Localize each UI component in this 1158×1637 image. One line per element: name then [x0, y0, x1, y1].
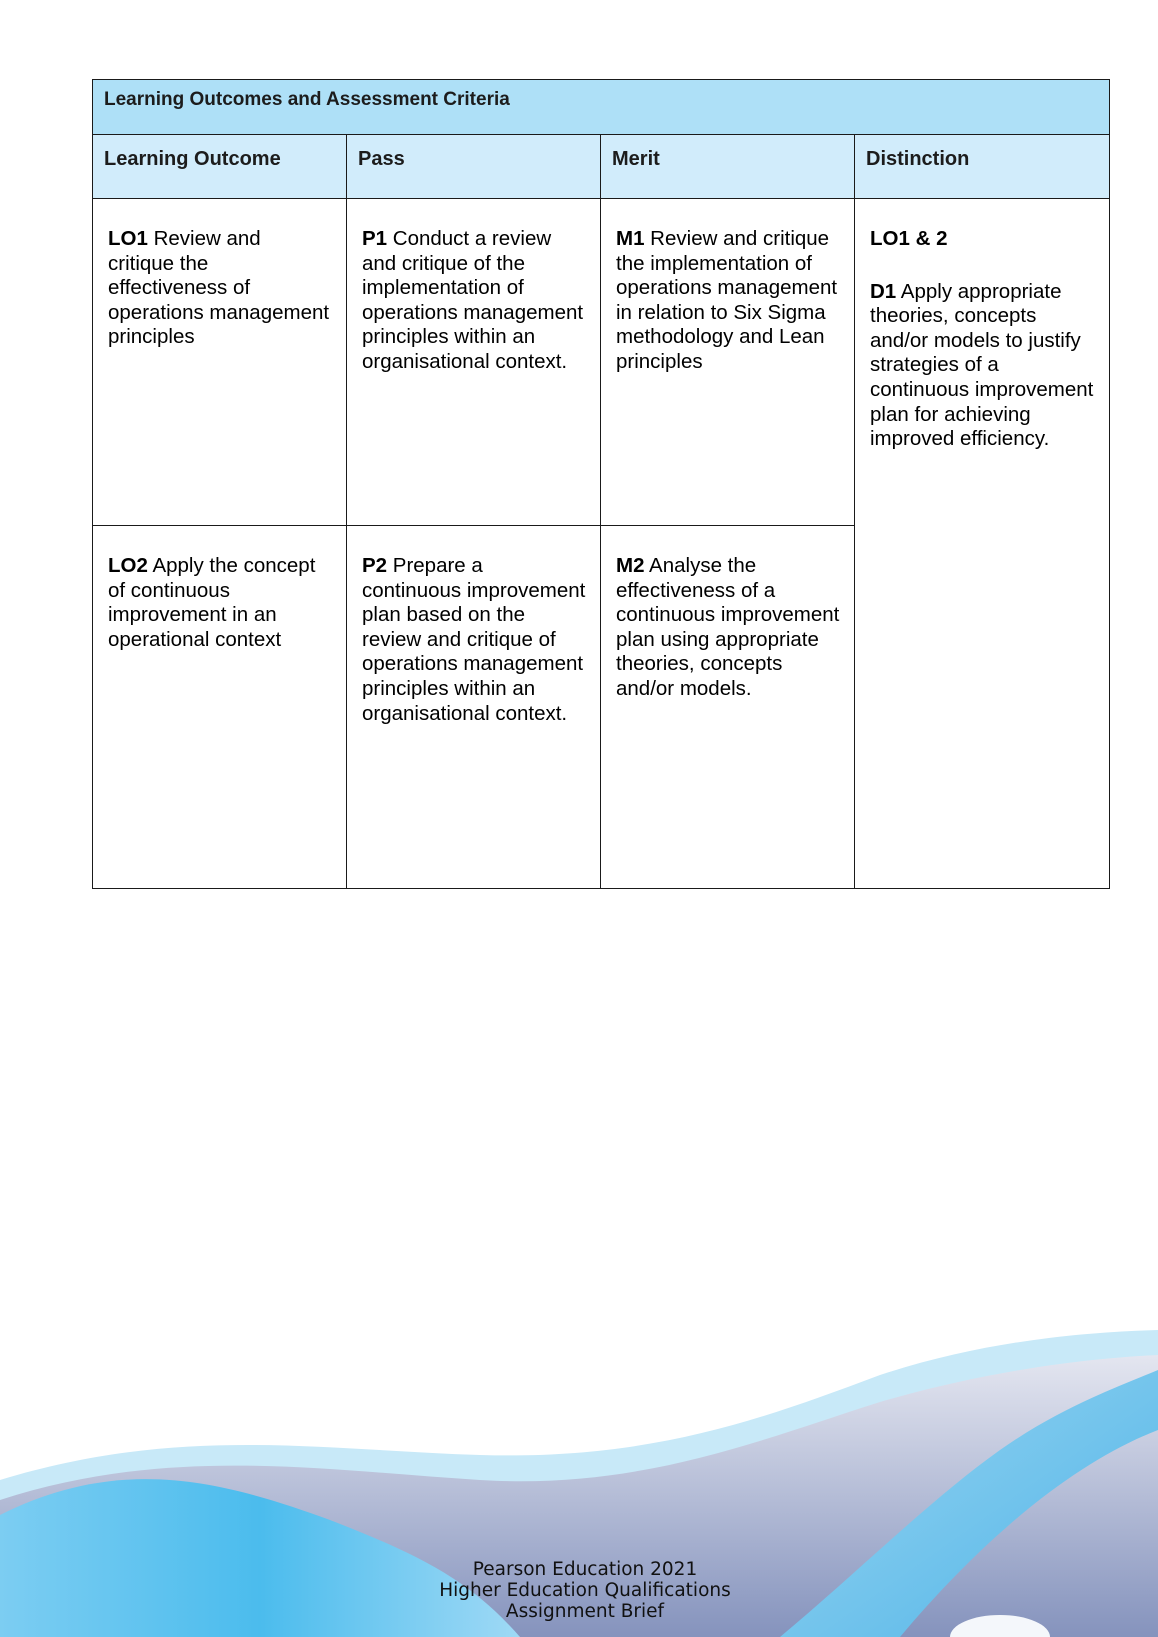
footer-qualification: Higher Education Qualifications	[439, 1580, 731, 1601]
lo2-text: Apply the concept of continuous improvement in an operational context	[108, 554, 316, 651]
p1-text: Conduct a review and critique of the implementation of operations management principles within an organisational context.	[362, 227, 584, 373]
lo1-text: Review and critique the effectiveness of operations management principles	[108, 227, 330, 349]
p1-code: P1	[362, 227, 388, 250]
header-pass: Pass	[347, 135, 601, 199]
m2-text: Analyse the effectiveness of a continuous improvement plan using appropriate theories, concepts and/or models.	[616, 554, 840, 700]
p2-code: P2	[362, 554, 388, 577]
m1-cell	[601, 199, 855, 526]
m1-text: Review and critique the implementation of operations management in relation to Six Sigma methodology and Lean principles	[616, 227, 838, 373]
p2-cell	[347, 526, 601, 889]
d1-text: Apply appropriate theories, concepts and/or models to justify strategies of a continuous improvement plan for achieving improved efficiency.	[870, 279, 1094, 451]
table-row	[93, 199, 1110, 526]
lo1-code: LO1	[108, 227, 148, 250]
footer-doc-type: Assignment Brief	[505, 1601, 665, 1622]
lo2-cell	[93, 526, 347, 889]
m2-cell	[601, 526, 855, 889]
d1-code: D1	[870, 279, 897, 303]
distinction-heading: LO1 & 2	[870, 227, 948, 250]
p2-text: Prepare a continuous improvement plan based on the review and critique of operations management principles within an organisational context.	[362, 554, 586, 725]
footer-publisher: Pearson Education 2021	[472, 1559, 698, 1580]
m1-code: M1	[616, 227, 645, 250]
p1-cell	[347, 199, 601, 526]
distinction-cell	[855, 199, 1110, 889]
header-merit: Merit	[601, 135, 855, 199]
m2-code: M2	[616, 554, 645, 577]
lo1-cell	[93, 199, 347, 526]
learning-outcomes-table	[92, 79, 1110, 889]
footer	[0, 1559, 1158, 1622]
header-distinction: Distinction	[855, 135, 1110, 199]
table-title: Learning Outcomes and Assessment Criteria	[93, 80, 1110, 135]
header-learning-outcome: Learning Outcome	[93, 135, 347, 199]
lo2-code: LO2	[108, 554, 148, 577]
